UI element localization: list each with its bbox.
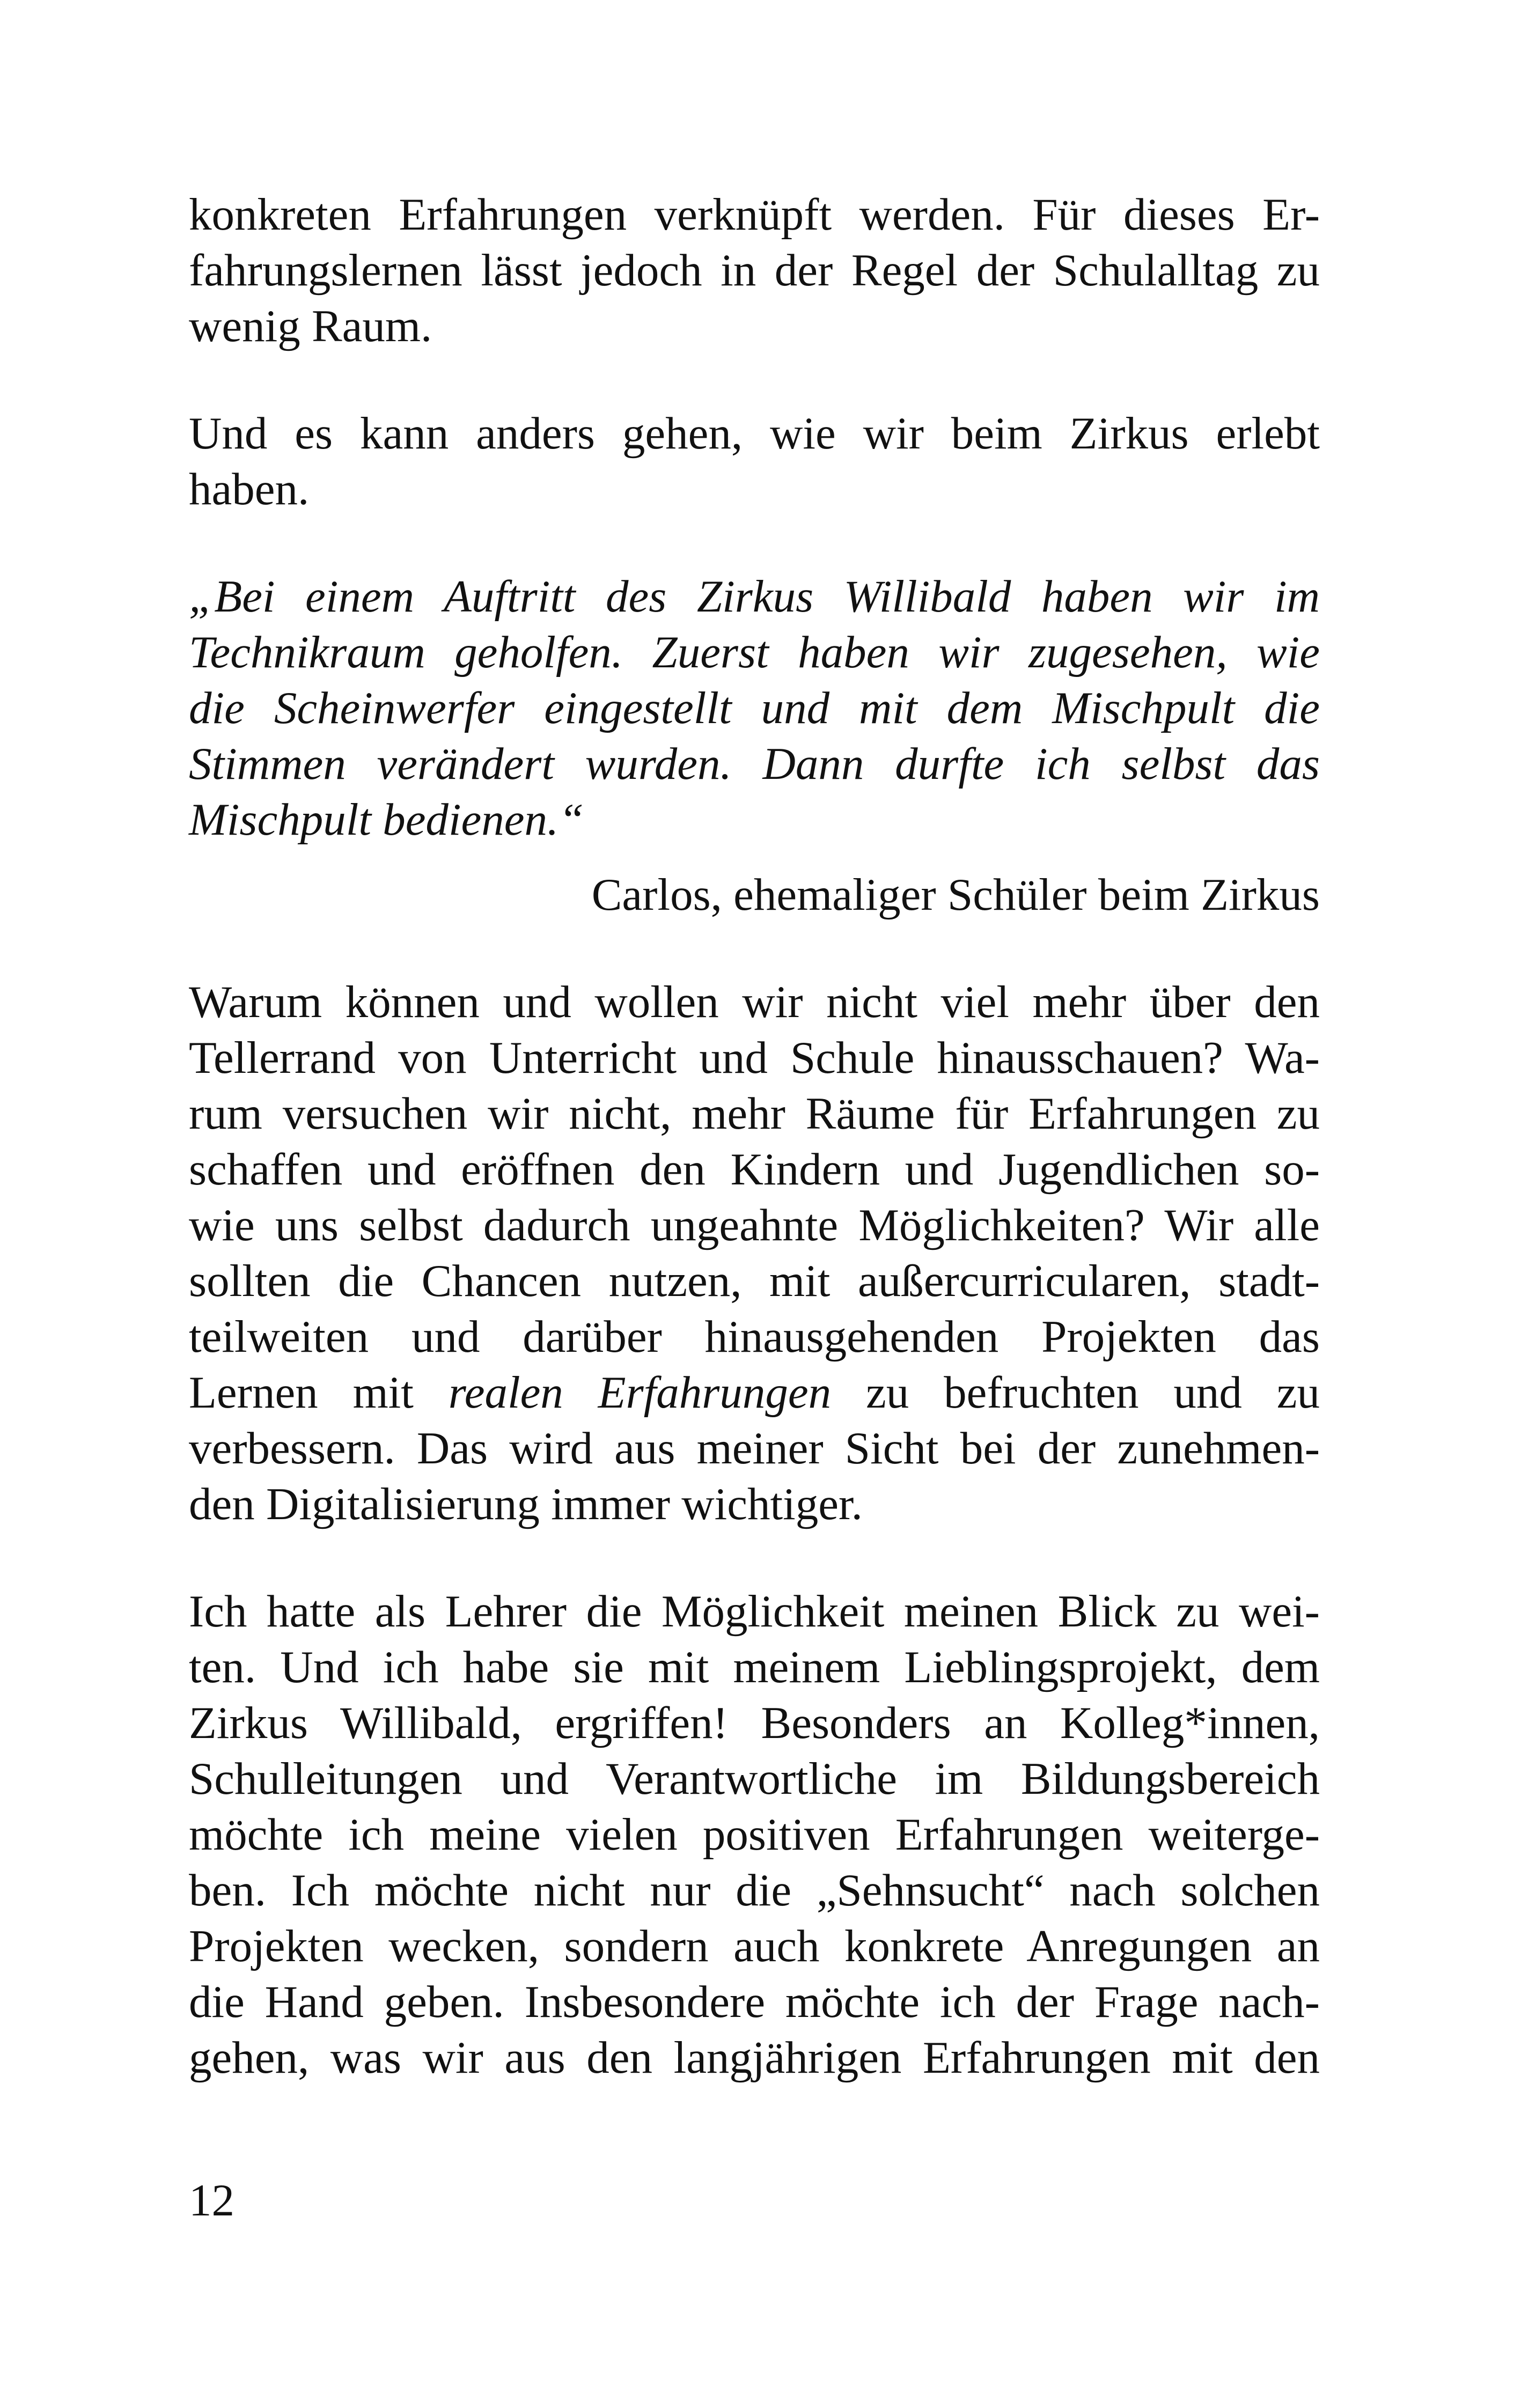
text-line: Tellerrand von Unterricht und Schule hinausschauen? Wa- [189, 1033, 1320, 1083]
text-line: möchte ich meine vielen positiven Erfahrungen weiterge- [189, 1809, 1320, 1860]
text-line: rum versuchen wir nicht, mehr Räume für Erfahrungen zu [189, 1088, 1320, 1139]
quote-line: Mischpult bedienen.“ [189, 794, 584, 845]
paragraph-1 [189, 187, 1320, 354]
text-line: den Digitalisierung immer wichtiger. [189, 1479, 863, 1529]
text-line: schaffen und eröffnen den Kindern und Jugendlichen so- [189, 1144, 1320, 1195]
text-line: Schulleitungen und Verantwortliche im Bildungsbereich [189, 1754, 1320, 1804]
paragraph-gap [189, 354, 1320, 406]
text-line: Ich hatte als Lehrer die Möglichkeit meinen Blick zu wei- [189, 1586, 1320, 1637]
text-line: ten. Und ich habe sie mit meinem Lieblingsprojekt, dem [189, 1642, 1320, 1692]
quote-gap [189, 848, 1320, 867]
text-line: Und es kann anders gehen, wie wir beim Zirkus erlebt [189, 408, 1320, 459]
text-line: Projekten wecken, sondern auch konkrete Anregungen an [189, 1921, 1320, 1971]
text-segment: zu befruchten und zu [831, 1367, 1320, 1418]
quote-attribution [189, 867, 1320, 923]
text-line: gehen, was wir aus den langjährigen Erfahrungen mit den [189, 2033, 1320, 2083]
page-body [189, 187, 1320, 2086]
text-line: wenig Raum. [189, 301, 432, 351]
text-line: konkreten Erfahrungen verknüpft werden. Für dieses Er- [189, 189, 1320, 240]
text-line: Zirkus Willibald, ergriffen! Besonders an Kolleg*innen, [189, 1698, 1320, 1748]
page-number: 12 [189, 2175, 234, 2226]
emphasized-text: realen Erfahrungen [448, 1367, 832, 1418]
text-line: fahrungslernen lässt jedoch in der Regel der Schulalltag zu [189, 245, 1320, 296]
paragraph-3 [189, 974, 1320, 1532]
text-line: verbessern. Das wird aus meiner Sicht bei der zunehmen- [189, 1423, 1320, 1474]
paragraph-gap [189, 517, 1320, 569]
text-line-with-emphasis [189, 1365, 1320, 1420]
paragraph-4 [189, 1584, 1320, 2086]
attribution-text: Carlos, ehemaliger Schüler beim Zirkus [591, 870, 1320, 920]
text-line: ben. Ich möchte nicht nur die „Sehnsucht“ nach solchen [189, 1865, 1320, 1916]
quote-line: „Bei einem Auftritt des Zirkus Willibald haben wir im [189, 571, 1320, 622]
text-line: sollten die Chancen nutzen, mit außercurricularen, stadt- [189, 1256, 1320, 1306]
quote-block [189, 569, 1320, 848]
text-line: wie uns selbst dadurch ungeahnte Möglichkeiten? Wir alle [189, 1200, 1320, 1250]
text-segment: Lernen mit [189, 1367, 449, 1418]
paragraph-2 [189, 406, 1320, 517]
quote-line: Technikraum geholfen. Zuerst haben wir zugesehen, wie [189, 627, 1320, 678]
text-line: die Hand geben. Insbesondere möchte ich der Frage nach- [189, 1977, 1320, 2027]
text-line: haben. [189, 464, 310, 514]
text-line: teilweiten und darüber hinausgehenden Projekten das [189, 1312, 1320, 1362]
paragraph-gap [189, 1532, 1320, 1584]
quote-line: die Scheinwerfer eingestellt und mit dem Mischpult die [189, 683, 1320, 733]
quote-line: Stimmen verändert wurden. Dann durfte ich selbst das [189, 739, 1320, 789]
paragraph-gap [189, 923, 1320, 974]
text-line: Warum können und wollen wir nicht viel mehr über den [189, 977, 1320, 1027]
